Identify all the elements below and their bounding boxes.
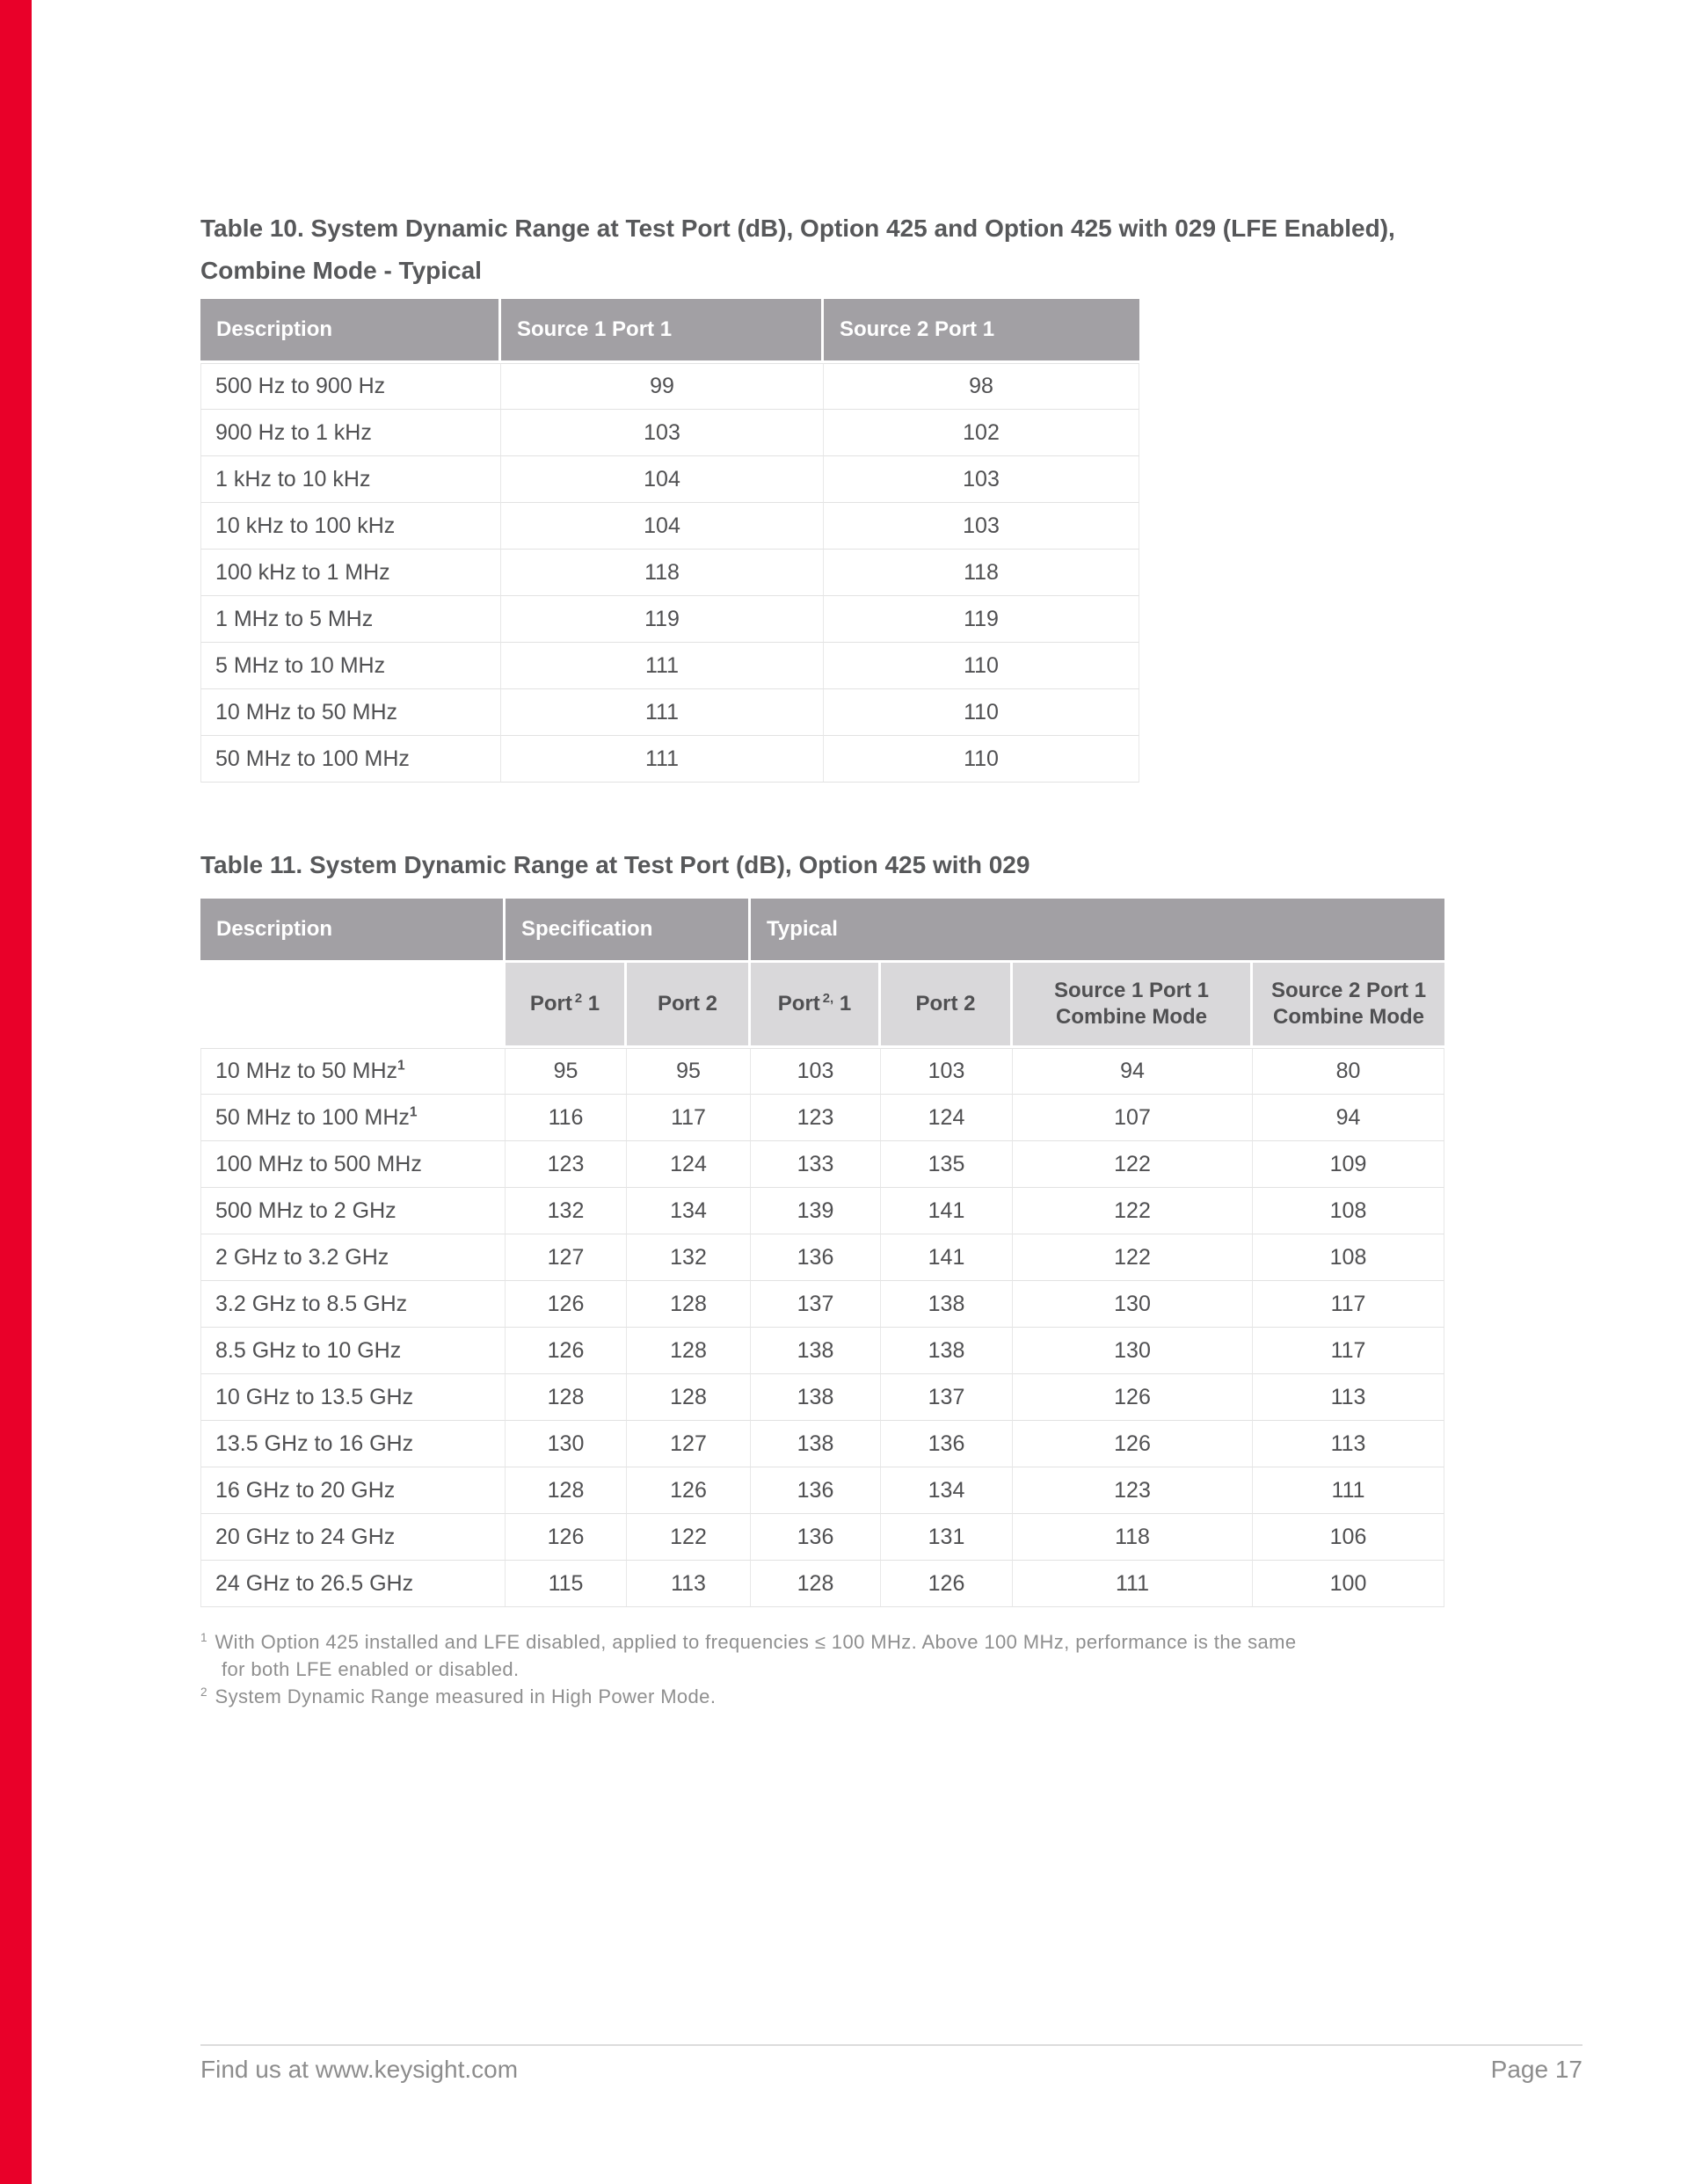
table-row	[200, 1467, 1444, 1514]
cell-value: 111	[1013, 1561, 1253, 1607]
table10-col-source2: Source 2 Port 1	[824, 299, 1139, 363]
cell-value: 102	[824, 410, 1139, 456]
cell-value: 95	[506, 1048, 627, 1095]
cell-value: 111	[501, 643, 824, 689]
row-label: 8.5 GHz to 10 GHz	[200, 1328, 506, 1374]
footer-divider	[200, 2044, 1582, 2046]
row-label: 1 kHz to 10 kHz	[200, 456, 501, 503]
cell-value: 138	[881, 1281, 1013, 1328]
table10-col-description: Description	[200, 299, 501, 363]
cell-value: 137	[751, 1281, 881, 1328]
cell-value: 119	[501, 596, 824, 643]
cell-value: 128	[627, 1328, 751, 1374]
cell-value: 119	[824, 596, 1139, 643]
row-label: 13.5 GHz to 16 GHz	[200, 1421, 506, 1467]
cell-value: 132	[627, 1234, 751, 1281]
table11-subcol-typ-port2	[881, 963, 1013, 1048]
cell-value: 111	[501, 736, 824, 783]
subcol-superscript: 2,	[822, 992, 834, 1006]
cell-value: 100	[1253, 1561, 1444, 1607]
table10-col-source1: Source 1 Port 1	[501, 299, 824, 363]
table-row	[200, 643, 1139, 689]
table-row	[200, 503, 1139, 550]
cell-value: 126	[506, 1328, 627, 1374]
cell-value: 138	[881, 1328, 1013, 1374]
cell-value: 103	[824, 456, 1139, 503]
table-row	[200, 1188, 1444, 1234]
table-row	[200, 1048, 1444, 1095]
footer-link[interactable]: Find us at www.keysight.com	[200, 2056, 519, 2083]
cell-value: 135	[881, 1141, 1013, 1188]
cell-value: 130	[1013, 1281, 1253, 1328]
cell-value: 117	[1253, 1281, 1444, 1328]
table11-col-description: Description	[200, 899, 506, 963]
table11-col-specification: Specification	[506, 899, 751, 963]
cell-value: 122	[1013, 1188, 1253, 1234]
cell-value: 104	[501, 503, 824, 550]
table-row	[200, 1374, 1444, 1421]
page-number: Page 17	[1490, 2056, 1582, 2083]
cell-value: 128	[627, 1374, 751, 1421]
cell-value: 108	[1253, 1234, 1444, 1281]
cell-value: 127	[506, 1234, 627, 1281]
subcol-text: Port	[529, 992, 572, 1016]
cell-value: 124	[881, 1095, 1013, 1141]
footnotes	[200, 1628, 1317, 1710]
table11-col-typical: Typical	[751, 899, 1444, 963]
subcol-superscript: 2	[574, 992, 583, 1006]
table11-subcol-spec-port1	[506, 963, 627, 1048]
cell-value: 94	[1013, 1048, 1253, 1095]
cell-value: 131	[881, 1514, 1013, 1561]
cell-value: 136	[751, 1234, 881, 1281]
cell-value: 118	[824, 550, 1139, 596]
cell-value: 103	[881, 1048, 1013, 1095]
cell-value: 136	[751, 1514, 881, 1561]
cell-value: 123	[506, 1141, 627, 1188]
subcol-text: Source 1 Port 1 Combine Mode	[1053, 979, 1210, 1029]
row-label: 24 GHz to 26.5 GHz	[200, 1561, 506, 1607]
footnote: $^1$ With Option 425 installed and LFE disabled, applied to frequencies ≤ 100 MHz. Above 100 MHz, performance is the same for both LFE enabled or disabled.	[200, 1630, 1297, 1680]
cell-value: 103	[824, 503, 1139, 550]
table-row	[200, 1234, 1444, 1281]
cell-value: 123	[1013, 1467, 1253, 1514]
row-label: 10 GHz to 13.5 GHz	[200, 1374, 506, 1421]
cell-value: 126	[881, 1561, 1013, 1607]
row-label: 50 MHz to 100 MHz	[200, 736, 501, 783]
table-row	[200, 410, 1139, 456]
cell-value: 128	[506, 1374, 627, 1421]
cell-value: 138	[751, 1421, 881, 1467]
cell-value: 115	[506, 1561, 627, 1607]
cell-value: 138	[751, 1374, 881, 1421]
cell-value: 122	[1013, 1141, 1253, 1188]
row-label: 16 GHz to 20 GHz	[200, 1467, 506, 1514]
row-label: 500 MHz to 2 GHz	[200, 1188, 506, 1234]
subcol-text: Port	[777, 992, 820, 1016]
cell-value: 124	[627, 1141, 751, 1188]
footnote: $^2$ System Dynamic Range measured in High Power Mode.	[200, 1685, 717, 1707]
cell-value: 104	[501, 456, 824, 503]
cell-value: 130	[1013, 1328, 1253, 1374]
cell-value: 123	[751, 1095, 881, 1141]
row-label: 10 MHz to 50 MHz$^1$	[200, 1048, 506, 1095]
table-row	[200, 596, 1139, 643]
cell-value: 128	[751, 1561, 881, 1607]
cell-value: 128	[627, 1281, 751, 1328]
cell-value: 116	[506, 1095, 627, 1141]
table11-subcol-spec-port2	[627, 963, 751, 1048]
cell-value: 122	[1013, 1234, 1253, 1281]
cell-value: 110	[824, 736, 1139, 783]
cell-value: 134	[881, 1467, 1013, 1514]
cell-value: 134	[627, 1188, 751, 1234]
row-label: 10 kHz to 100 kHz	[200, 503, 501, 550]
table10-title-line1: Table 10. System Dynamic Range at Test Port (dB), Option 425 and Option 425 with 029 (LFE Enabled),	[200, 215, 1395, 242]
row-label: 50 MHz to 100 MHz$^1$	[200, 1095, 506, 1141]
table10-title-line2: Combine Mode - Typical	[200, 257, 482, 284]
row-label: 10 MHz to 50 MHz	[200, 689, 501, 736]
cell-value: 141	[881, 1234, 1013, 1281]
cell-value: 118	[501, 550, 824, 596]
cell-value: 132	[506, 1188, 627, 1234]
cell-value: 126	[1013, 1374, 1253, 1421]
table-row	[200, 736, 1139, 783]
subcol-text: Port 2	[915, 992, 976, 1016]
row-label: 1 MHz to 5 MHz	[200, 596, 501, 643]
table-row	[200, 1421, 1444, 1467]
row-label: 3.2 GHz to 8.5 GHz	[200, 1281, 506, 1328]
table-row	[200, 1141, 1444, 1188]
cell-value: 94	[1253, 1095, 1444, 1141]
cell-value: 126	[1013, 1421, 1253, 1467]
table-row	[200, 456, 1139, 503]
table-row	[200, 689, 1139, 736]
cell-value: 137	[881, 1374, 1013, 1421]
table-11	[200, 899, 1444, 1607]
cell-value: 126	[627, 1467, 751, 1514]
cell-value: 136	[881, 1421, 1013, 1467]
table-row	[200, 1095, 1444, 1141]
subcol-text: 1	[833, 992, 852, 1016]
table11-subcol-blank	[200, 963, 506, 1048]
cell-value: 139	[751, 1188, 881, 1234]
table-row	[200, 1328, 1444, 1374]
cell-value: 106	[1253, 1514, 1444, 1561]
subcol-text: 1	[582, 992, 600, 1016]
row-label: 100 kHz to 1 MHz	[200, 550, 501, 596]
cell-value: 103	[751, 1048, 881, 1095]
cell-value: 107	[1013, 1095, 1253, 1141]
cell-value: 136	[751, 1467, 881, 1514]
row-label: 20 GHz to 24 GHz	[200, 1514, 506, 1561]
cell-value: 126	[506, 1281, 627, 1328]
cell-value: 118	[1013, 1514, 1253, 1561]
cell-value: 127	[627, 1421, 751, 1467]
table-10	[200, 299, 1139, 783]
table11-subcol-source1-combine	[1013, 963, 1253, 1048]
cell-value: 117	[1253, 1328, 1444, 1374]
cell-value: 133	[751, 1141, 881, 1188]
row-label: 100 MHz to 500 MHz	[200, 1141, 506, 1188]
row-label: 2 GHz to 3.2 GHz	[200, 1234, 506, 1281]
cell-value: 98	[824, 363, 1139, 410]
table10-header-row	[200, 299, 1139, 363]
table11-subcol-source2-combine	[1253, 963, 1444, 1048]
subcol-text: Source 2 Port 1 Combine Mode	[1270, 979, 1427, 1029]
table11-group-header-row	[200, 899, 1444, 963]
cell-value: 108	[1253, 1188, 1444, 1234]
cell-value: 141	[881, 1188, 1013, 1234]
row-label: 5 MHz to 10 MHz	[200, 643, 501, 689]
cell-value: 109	[1253, 1141, 1444, 1188]
cell-value: 117	[627, 1095, 751, 1141]
cell-value: 113	[1253, 1421, 1444, 1467]
cell-value: 111	[1253, 1467, 1444, 1514]
cell-value: 113	[627, 1561, 751, 1607]
row-label: 900 Hz to 1 kHz	[200, 410, 501, 456]
cell-value: 103	[501, 410, 824, 456]
cell-value: 110	[824, 689, 1139, 736]
page-edge-bar	[0, 0, 32, 2184]
cell-value: 122	[627, 1514, 751, 1561]
table-row	[200, 363, 1139, 410]
cell-value: 80	[1253, 1048, 1444, 1095]
subcol-text: Port 2	[657, 992, 717, 1016]
cell-value: 111	[501, 689, 824, 736]
table11-title: Table 11. System Dynamic Range at Test Port (dB), Option 425 with 029	[200, 851, 1030, 878]
cell-value: 95	[627, 1048, 751, 1095]
cell-value: 128	[506, 1467, 627, 1514]
table11-subcol-typ-port1	[751, 963, 881, 1048]
row-label: 500 Hz to 900 Hz	[200, 363, 501, 410]
table10-title	[200, 207, 1475, 292]
page-footer	[200, 2056, 1582, 2084]
table-row	[200, 550, 1139, 596]
cell-value: 130	[506, 1421, 627, 1467]
table-row	[200, 1281, 1444, 1328]
cell-value: 126	[506, 1514, 627, 1561]
table-row	[200, 1514, 1444, 1561]
cell-value: 110	[824, 643, 1139, 689]
cell-value: 138	[751, 1328, 881, 1374]
table-row	[200, 1561, 1444, 1607]
cell-value: 113	[1253, 1374, 1444, 1421]
cell-value: 99	[501, 363, 824, 410]
table11-sub-header-row	[200, 963, 1444, 1048]
